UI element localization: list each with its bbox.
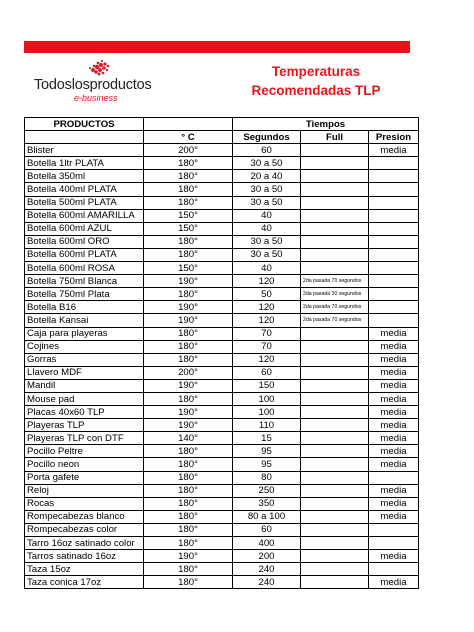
seconds-cell: 120: [233, 275, 301, 288]
subheader-row: [25, 131, 419, 144]
pressure-cell: media: [369, 327, 419, 340]
product-cell: Mouse pad: [25, 392, 144, 405]
pressure-cell: [369, 537, 419, 550]
temperature-cell: 180°: [144, 576, 233, 589]
product-cell: Porta gafete: [25, 471, 144, 484]
full-cell: [301, 419, 369, 432]
table-row: [25, 550, 419, 563]
temperature-cell: 180°: [144, 497, 233, 510]
seconds-cell: 30 a 50: [233, 183, 301, 196]
full-cell: [301, 353, 369, 366]
product-cell: Tarro 16oz satinado color: [25, 537, 144, 550]
temperature-cell: 180°: [144, 170, 233, 183]
pressure-cell: media: [369, 576, 419, 589]
product-cell: Taza conica 17oz: [25, 576, 144, 589]
seconds-cell: 110: [233, 419, 301, 432]
temperature-cell: 180°: [144, 327, 233, 340]
temperature-cell: 180°: [144, 353, 233, 366]
table-row: [25, 523, 419, 536]
seconds-cell: 95: [233, 445, 301, 458]
full-cell: [301, 392, 369, 405]
product-cell: Botella Kansai: [25, 314, 144, 327]
temperature-cell: 180°: [144, 248, 233, 261]
product-cell: Botella 750ml Blanca: [25, 275, 144, 288]
full-cell: [301, 340, 369, 353]
temperature-cell: 180°: [144, 510, 233, 523]
product-cell: Playeras TLP: [25, 419, 144, 432]
table-row: [25, 222, 419, 235]
title-line-2: Recomendadas TLP: [251, 83, 381, 98]
product-cell: Taza 15oz: [25, 563, 144, 576]
full-cell: [301, 366, 369, 379]
pressure-cell: [369, 235, 419, 248]
temperature-cell: 150°: [144, 209, 233, 222]
product-cell: Botella 1ltr PLATA: [25, 157, 144, 170]
seconds-cell: 50: [233, 288, 301, 301]
full-cell: [301, 432, 369, 445]
subheader-presion: Presion: [369, 131, 419, 144]
table-row: [25, 392, 419, 405]
table-row: [25, 458, 419, 471]
full-cell: [301, 327, 369, 340]
table-row: [25, 314, 419, 327]
full-cell: [301, 406, 369, 419]
product-cell: Mandil: [25, 379, 144, 392]
table-row: [25, 301, 419, 314]
full-cell: [301, 576, 369, 589]
product-cell: Cojines: [25, 340, 144, 353]
product-cell: Botella 350ml: [25, 170, 144, 183]
full-cell: [301, 144, 369, 157]
table-row: [25, 366, 419, 379]
header-row: [25, 118, 419, 131]
full-cell: [301, 209, 369, 222]
product-cell: Botella 600ml AMARILLA: [25, 209, 144, 222]
seconds-cell: 60: [233, 523, 301, 536]
pressure-cell: media: [369, 144, 419, 157]
full-cell: 2da pasada 30 segundos: [301, 288, 369, 301]
pressure-cell: media: [369, 340, 419, 353]
table-row: [25, 510, 419, 523]
product-cell: Reloj: [25, 484, 144, 497]
product-cell: Botella 600ml ORO: [25, 235, 144, 248]
product-cell: Llavero MDF: [25, 366, 144, 379]
product-cell: Botella 600ml ROSA: [25, 262, 144, 275]
full-cell: [301, 183, 369, 196]
table-row: [25, 275, 419, 288]
table-row: [25, 248, 419, 261]
table-row: [25, 445, 419, 458]
seconds-cell: 30 a 50: [233, 248, 301, 261]
seconds-cell: 80 a 100: [233, 510, 301, 523]
temperature-cell: 140°: [144, 432, 233, 445]
table-row: [25, 288, 419, 301]
table-row: [25, 432, 419, 445]
seconds-cell: 400: [233, 537, 301, 550]
pressure-cell: [369, 183, 419, 196]
temperature-cell: 180°: [144, 196, 233, 209]
pressure-cell: media: [369, 419, 419, 432]
full-cell: [301, 484, 369, 497]
subheader-blank: [25, 131, 144, 144]
seconds-cell: 40: [233, 222, 301, 235]
pressure-cell: media: [369, 550, 419, 563]
red-header-bar: [24, 41, 410, 53]
full-cell: [301, 262, 369, 275]
full-cell: [301, 222, 369, 235]
full-cell: [301, 497, 369, 510]
seconds-cell: 250: [233, 484, 301, 497]
temperature-cell: 190°: [144, 406, 233, 419]
pressure-cell: media: [369, 432, 419, 445]
seconds-cell: 200: [233, 550, 301, 563]
product-cell: Rompecabezas blanco: [25, 510, 144, 523]
temperature-cell: 180°: [144, 537, 233, 550]
product-cell: Pocillo Peltre: [25, 445, 144, 458]
product-cell: Botella 500ml PLATA: [25, 196, 144, 209]
seconds-cell: 100: [233, 392, 301, 405]
product-cell: Placas 40x60 TLP: [25, 406, 144, 419]
table-row: [25, 497, 419, 510]
table-row: [25, 144, 419, 157]
temperature-cell: 190°: [144, 419, 233, 432]
table-row: [25, 235, 419, 248]
brand-logo: [34, 58, 164, 106]
seconds-cell: 120: [233, 301, 301, 314]
subheader-celsius: ° C: [144, 131, 233, 144]
temperature-cell: 190°: [144, 275, 233, 288]
product-cell: Botella 600ml PLATA: [25, 248, 144, 261]
seconds-cell: 120: [233, 353, 301, 366]
temperature-cell: 200°: [144, 366, 233, 379]
table-row: [25, 327, 419, 340]
product-cell: Botella 750ml Plata: [25, 288, 144, 301]
seconds-cell: 240: [233, 563, 301, 576]
dotted-globe-icon: [84, 58, 112, 78]
table-row: [25, 419, 419, 432]
full-cell: 2da pasada 70 segundos: [301, 275, 369, 288]
temperature-cell: 180°: [144, 183, 233, 196]
pressure-cell: media: [369, 510, 419, 523]
product-cell: Botella B16: [25, 301, 144, 314]
pressure-cell: [369, 471, 419, 484]
pressure-cell: [369, 248, 419, 261]
pressure-cell: [369, 157, 419, 170]
page-title: [236, 62, 396, 100]
temperature-cell: 180°: [144, 458, 233, 471]
table-row: [25, 563, 419, 576]
table-row: [25, 196, 419, 209]
temperature-cell: 200°: [144, 144, 233, 157]
temperature-cell: 180°: [144, 288, 233, 301]
seconds-cell: 150: [233, 379, 301, 392]
pressure-cell: media: [369, 353, 419, 366]
full-cell: [301, 170, 369, 183]
pressure-cell: [369, 563, 419, 576]
full-cell: [301, 196, 369, 209]
full-cell: [301, 157, 369, 170]
seconds-cell: 30 a 50: [233, 235, 301, 248]
seconds-cell: 60: [233, 144, 301, 157]
seconds-cell: 30 a 50: [233, 157, 301, 170]
seconds-cell: 60: [233, 366, 301, 379]
pressure-cell: media: [369, 445, 419, 458]
product-cell: Gorras: [25, 353, 144, 366]
product-cell: Playeras TLP con DTF: [25, 432, 144, 445]
temperature-cell: 180°: [144, 471, 233, 484]
full-cell: 2da pasada 70 segundos: [301, 314, 369, 327]
table-row: [25, 183, 419, 196]
temperature-cell: 180°: [144, 523, 233, 536]
seconds-cell: 70: [233, 340, 301, 353]
seconds-cell: 95: [233, 458, 301, 471]
pressure-cell: media: [369, 392, 419, 405]
table-row: [25, 340, 419, 353]
seconds-cell: 20 a 40: [233, 170, 301, 183]
seconds-cell: 240: [233, 576, 301, 589]
product-cell: Caja para playeras: [25, 327, 144, 340]
pressure-cell: [369, 196, 419, 209]
temperature-cell: 150°: [144, 262, 233, 275]
full-cell: [301, 458, 369, 471]
brand-tagline: e-business: [74, 93, 118, 103]
header-productos: PRODUCTOS: [25, 118, 144, 131]
full-cell: [301, 235, 369, 248]
subheader-segundos: Segundos: [233, 131, 301, 144]
product-cell: Botella 600ml AZUL: [25, 222, 144, 235]
table-row: [25, 576, 419, 589]
product-cell: Pocillo neon: [25, 458, 144, 471]
table-row: [25, 406, 419, 419]
pressure-cell: [369, 301, 419, 314]
pressure-cell: media: [369, 366, 419, 379]
temperature-cell: 190°: [144, 379, 233, 392]
table-row: [25, 353, 419, 366]
table-row: [25, 484, 419, 497]
pressure-cell: [369, 209, 419, 222]
seconds-cell: 80: [233, 471, 301, 484]
pressure-cell: [369, 262, 419, 275]
seconds-cell: 70: [233, 327, 301, 340]
header-blank: [144, 118, 233, 131]
table-row: [25, 170, 419, 183]
temperature-cell: 180°: [144, 340, 233, 353]
temperature-cell: 180°: [144, 484, 233, 497]
full-cell: [301, 471, 369, 484]
seconds-cell: 40: [233, 209, 301, 222]
full-cell: [301, 523, 369, 536]
table-row: [25, 471, 419, 484]
temperature-cell: 180°: [144, 563, 233, 576]
pressure-cell: media: [369, 497, 419, 510]
pressure-cell: media: [369, 379, 419, 392]
product-cell: Rocas: [25, 497, 144, 510]
pressure-cell: [369, 314, 419, 327]
table-row: [25, 537, 419, 550]
full-cell: 2da pasada 70 segundos: [301, 301, 369, 314]
pressure-cell: media: [369, 458, 419, 471]
temperature-cell: 180°: [144, 445, 233, 458]
seconds-cell: 100: [233, 406, 301, 419]
table-row: [25, 379, 419, 392]
temperature-cell: 180°: [144, 157, 233, 170]
temperature-cell: 190°: [144, 314, 233, 327]
title-line-1: Temperaturas: [271, 64, 361, 79]
temperature-cell: 150°: [144, 222, 233, 235]
brand-name: Todoslosproductos: [34, 77, 152, 93]
full-cell: [301, 537, 369, 550]
pressure-cell: media: [369, 484, 419, 497]
temperature-table: [24, 117, 419, 589]
table-row: [25, 157, 419, 170]
seconds-cell: 120: [233, 314, 301, 327]
subheader-full: Full: [301, 131, 369, 144]
full-cell: [301, 445, 369, 458]
full-cell: [301, 563, 369, 576]
pressure-cell: [369, 275, 419, 288]
table-row: [25, 209, 419, 222]
pressure-cell: [369, 222, 419, 235]
header-tiempos: Tiempos: [233, 118, 419, 131]
full-cell: [301, 510, 369, 523]
product-cell: Rompecabezas color: [25, 523, 144, 536]
seconds-cell: 30 a 50: [233, 196, 301, 209]
full-cell: [301, 550, 369, 563]
product-cell: Tarros satinado 16oz: [25, 550, 144, 563]
full-cell: [301, 379, 369, 392]
pressure-cell: [369, 170, 419, 183]
temperature-cell: 180°: [144, 235, 233, 248]
product-cell: Blister: [25, 144, 144, 157]
pressure-cell: [369, 288, 419, 301]
product-cell: Botella 400ml PLATA: [25, 183, 144, 196]
temperature-cell: 190°: [144, 301, 233, 314]
seconds-cell: 350: [233, 497, 301, 510]
temperature-cell: 190°: [144, 550, 233, 563]
temperature-cell: 180°: [144, 392, 233, 405]
seconds-cell: 15: [233, 432, 301, 445]
seconds-cell: 40: [233, 262, 301, 275]
pressure-cell: media: [369, 406, 419, 419]
full-cell: [301, 248, 369, 261]
table-row: [25, 262, 419, 275]
pressure-cell: [369, 523, 419, 536]
